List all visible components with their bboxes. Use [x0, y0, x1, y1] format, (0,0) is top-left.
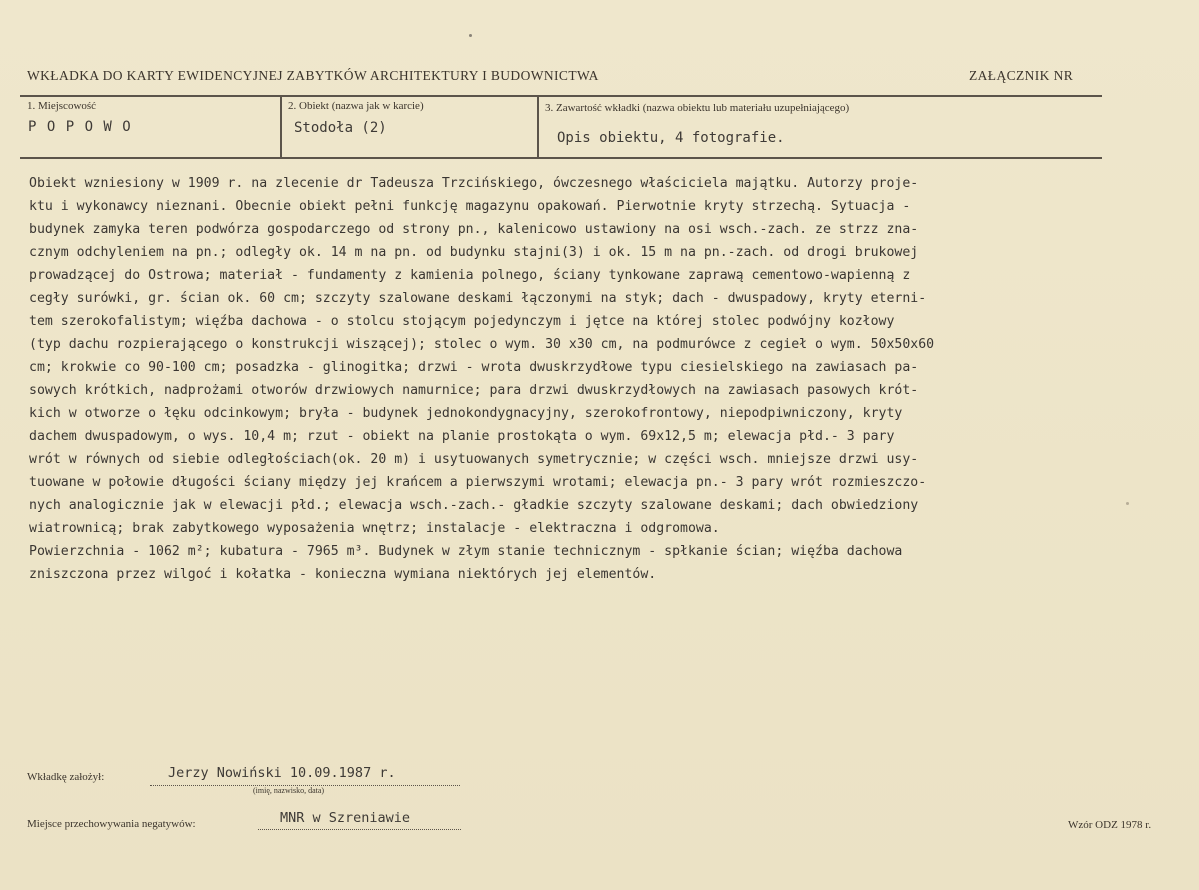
- object-value: Stodoła (2): [294, 120, 387, 136]
- description-line: prowadzącej do Ostrowa; materiał - fundamenty z kamienia polnego, ściany tynkowane zaprawą cementowo-wapienną z: [29, 268, 911, 283]
- field-divider-2: [537, 95, 539, 157]
- description-line: Obiekt wzniesiony w 1909 r. na zlecenie dr Tadeusza Trzcińskiego, ówczesnego właściciela majątku. Autorzy proje-: [29, 176, 919, 191]
- description-line: wrót w równych od siebie odległościach(ok. 20 m) i usytuowanych symetrycznie; w części wsch. mniejsze drzwi usy-: [29, 452, 919, 467]
- description-line: budynek zamyka teren podwórza gospodarczego od strony pn., kalenicowo ustawiony na osi wsch.-zach. ze strzz zna-: [29, 222, 919, 237]
- description-line: cm; krokwie co 90-100 cm; posadzka - glinogitka; drzwi - wrota dwuskrzydłowe typu ciesielskiego na zawiasach pa-: [29, 360, 919, 375]
- author-label: Wkładkę założył:: [27, 771, 105, 783]
- description-line: tem szerokofalistym; więźba dachowa - o stolcu stojącym pojedynczym i jętce na której stolec podwójny kozłowy: [29, 314, 895, 329]
- description-line: tuowane w połowie długości ściany między jej krańcem a pierwszymi wrotami; elewacja pn.- 3 pary wrót rozmieszczo-: [29, 475, 927, 490]
- description-line: ktu i wykonawcy nieznani. Obecnie obiekt pełni funkcję magazynu opakowań. Pierwotnie kryty strzechą. Sytuacja -: [29, 199, 911, 214]
- header-top-rule: [20, 95, 1102, 97]
- description-line: zniszczona przez wilgoć i kołatka - konieczna wymiana niektórych jej elementów.: [29, 567, 657, 582]
- form-title: WKŁADKA DO KARTY EWIDENCYJNEJ ZABYTKÓW ARCHITEKTURY I BUDOWNICTWA: [27, 68, 599, 83]
- object-label: 2. Obiekt (nazwa jak w karcie): [288, 100, 424, 112]
- content-label: 3. Zawartość wkładki (nazwa obiektu lub materiału uzupełniającego): [545, 102, 850, 114]
- location-value: P O P O W O: [28, 119, 132, 135]
- storage-dotted-line: [258, 829, 461, 830]
- paper-speck: [1126, 502, 1129, 505]
- form-template-id: Wzór ODZ 1978 r.: [1068, 819, 1152, 831]
- description-line: dachem dwuspadowym, o wys. 10,4 m; rzut - obiekt na planie prostokąta o wym. 69x12,5 m; elewacja płd.- 3 pary: [29, 429, 895, 444]
- negatives-storage-value: MNR w Szreniawie: [280, 810, 411, 826]
- object-description: [29, 172, 1189, 586]
- description-line: wiatrownicą; brak zabytkowego wyposażenia wnętrz; instalacje - elektraczna i odgromowa.: [29, 521, 720, 536]
- description-line: kich w otworze o łęku odcinkowym; bryła - budynek jednokondygnacyjny, szerokofrontowy, niepodpiwniczony, kryty: [29, 406, 903, 421]
- description-line: cegły surówki, gr. ścian ok. 60 cm; szczyty szalowane deskami łączonymi na styk; dach - dwuspadowy, kryty eterni-: [29, 291, 927, 306]
- description-line: nych analogicznie jak w elewacji płd.; elewacja wsch.-zach.- gładkie szczyty szalowane deskami; dach obwiedziony: [29, 498, 919, 513]
- attachment-number-label: ZAŁĄCZNIK NR: [969, 68, 1074, 83]
- location-label: 1. Miejscowość: [27, 100, 97, 112]
- description-line: (typ dachu rozpierającego o konstrukcji wiszącej); stolec o wym. 30 x30 cm, na podmurówce z cegieł o wym. 50x50x60: [29, 337, 935, 352]
- negatives-storage-label: Miejsce przechowywania negatywów:: [27, 818, 196, 830]
- field-divider-1: [280, 95, 282, 157]
- content-value: Opis obiektu, 4 fotografie.: [557, 130, 785, 146]
- author-value: Jerzy Nowiński 10.09.1987 r.: [168, 765, 396, 781]
- description-line: cznym odchyleniem na pn.; odległy ok. 14 m na pn. od budynku stajni(3) i ok. 15 m na pn.-zach. od drogi brukowej: [29, 245, 919, 260]
- author-hint: (imię, nazwisko, data): [253, 786, 325, 795]
- paper-speck: [469, 34, 472, 37]
- description-line: sowych krótkich, nadprożami otworów drzwiowych namurnice; para drzwi dwuskrzydłowych na zawiasach pasowych krót-: [29, 383, 919, 398]
- description-line: Powierzchnia - 1062 m²; kubatura - 7965 m³. Budynek w złym stanie technicznym - spłkanie ścian; więźba dachowa: [29, 544, 903, 559]
- fields-bottom-rule: [20, 157, 1102, 159]
